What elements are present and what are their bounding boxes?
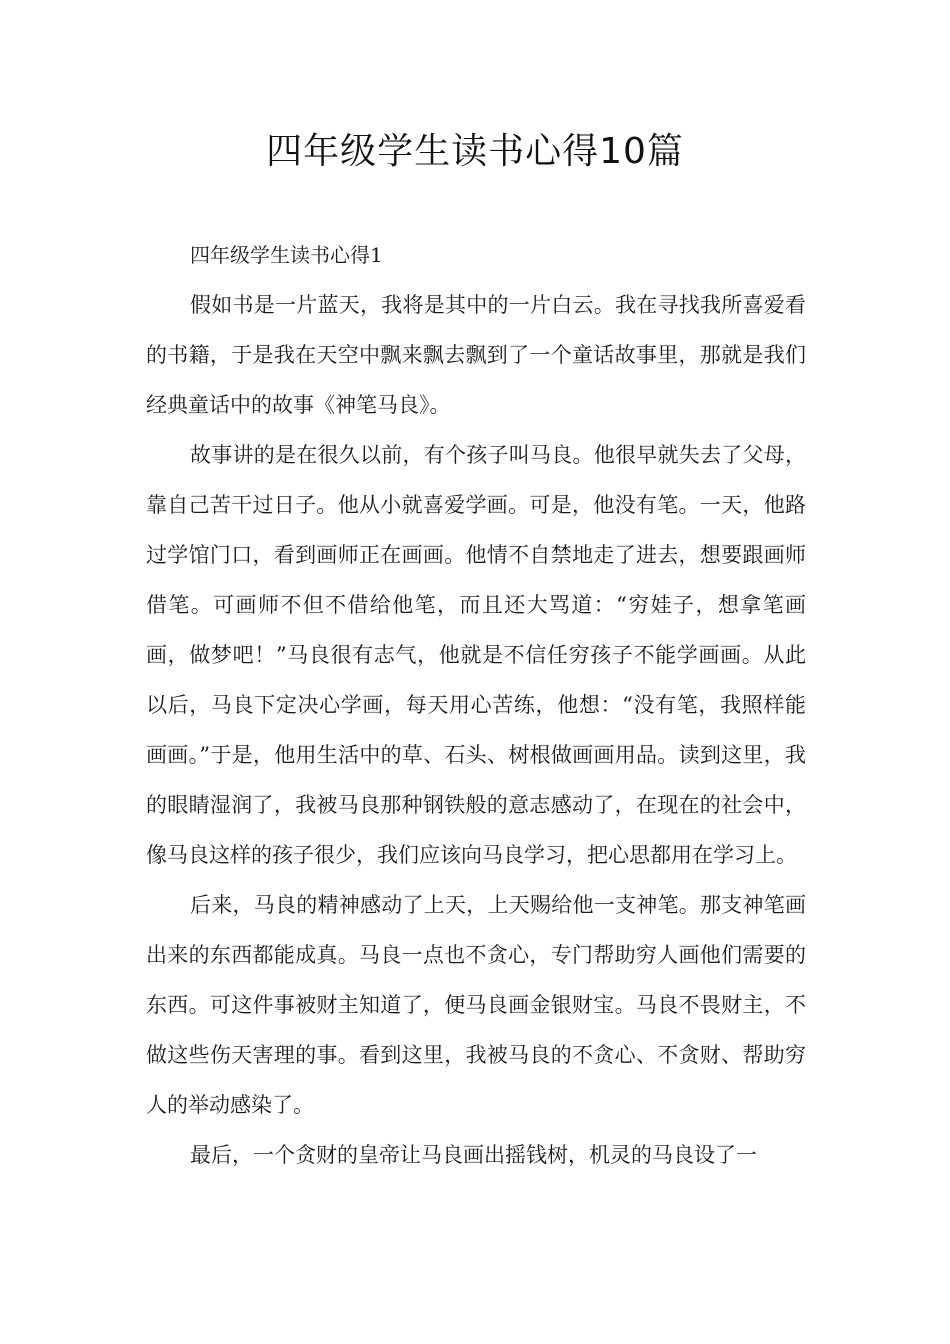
section-heading: 四年级学生读书心得1 xyxy=(190,243,383,267)
document-body xyxy=(146,230,806,1180)
paragraph-2: 故事讲的是在很久以前，有个孩子叫马良。他很早就失去了父母，靠自己苦干过日子。他从小就喜爱学画。可是，他没有笔。一天，他路过学馆门口，看到画师正在画画。他情不自禁地走了进去，想要跟画师借笔。可画师不但不借给他笔，而且还大骂道：“穷娃子，想拿笔画画，做梦吧！”马良很有志气，他就是不信任穷孩子不能学画画。从此以后，马良下定决心学画，每天用心苦练，他想：“没有笔，我照样能画画。”于是，他用生活中的草、石头、树根做画画用品。读到这里，我的眼睛湿润了，我被马良那种钢铁般的意志感动了，在现在的社会中，像马良这样的孩子很少，我们应该向马良学习，把心思都用在学习上。 xyxy=(146,443,806,867)
paragraph-3: 后来，马良的精神感动了上天，上天赐给他一支神笔。那支神笔画出来的东西都能成真。马良一点也不贪心，专门帮助穷人画他们需要的东西。可这件事被财主知道了，便马良画金银财宝。马良不畏财主，不做这些伤天害理的事。看到这里，我被马良的不贪心、不贪财、帮助穷人的举动感染了。 xyxy=(146,893,806,1117)
paragraph-4: 最后，一个贪财的皇帝让马良画出摇钱树，机灵的马良设了一 xyxy=(190,1143,757,1167)
page-title: 四年级学生读书心得10篇 xyxy=(266,131,684,172)
paragraph-1: 假如书是一片蓝天，我将是其中的一片白云。我在寻找我所喜爱看的书籍，于是我在天空中飘来飘去飘到了一个童话故事里，那就是我们经典童话中的故事《神笔马良》。 xyxy=(146,293,806,417)
